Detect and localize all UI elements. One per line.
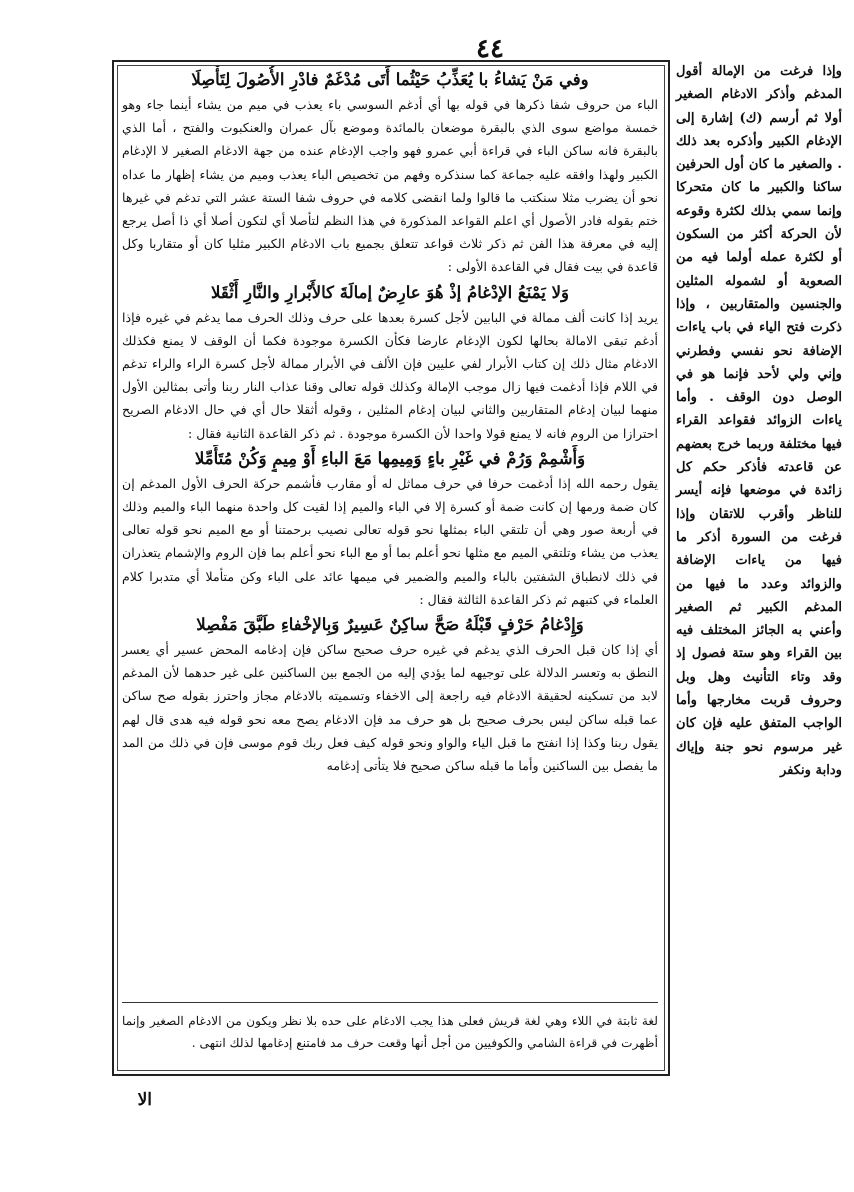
commentary-paragraph: أي إذا كان قبل الحرف الذي يدغم في غيره حرف صحيح ساكن فإن إدغامه المحض عسير أي يعسر النطق به وتعسر الدلالة على توجيهه لما يؤدي إليه من الجمع بين الساكنين على غير حدهما لأن المدغم لابد من تسكينه لحقيقة الادغام فيه راجعة إلى الاخفاء وتسميته بالادغام مجاز واحترز بقوله صح ساكن عما قبله ساكن ليس بحرف صحيح بل هو حرف مد فإن الادغام يصح معه نحو قوله فيه هدى قال لهم يقول ربنا وكذا إذا انفتح ما قبل الياء والواو ونحو قوله كيف فعل ربك قوم موسى فإن في ذلك من المد ما يفصل بين الساكنين وأما ما قبله ساكن صحيح فلا يتأتى إدغامه [122, 642, 658, 774]
verse-line: وَإِدْغامُ حَرْفٍ قَبْلَهُ صَحَّ ساكِنٌ عَسِيرٌ وَبِالإخْفاءِ طَبَّقَ مَفْصِلا [196, 615, 584, 635]
verse-line: وَلا يَمْنَعُ الإدْغامُ إذْ هُوَ عارِضٌ إمالَةَ كالأَبْرارِ والنَّارِ أَثْقَلا [211, 282, 569, 302]
footnote: لغة ثابتة في اللاء وهي لغة قريش فعلى هذا يجب الادغام على حده بلا نظر ويكون من الادغام الصغير وإنما أظهرت في قراءة الشامي والكوفيين من أجل أنها وقعت حرف مد فامتنع إدغامها لذلك انتهى . [122, 1014, 658, 1050]
commentary-paragraph: يريد إذا كانت ألف ممالة في البابين لأجل كسرة بعدها على حرف وذلك الحرف مما يدغم في غيره فإذا أدغم تبقى الامالة بحالها لكون الإدغام عارضا فكأن الكسرة موجودة فكما أن الوقف لا يمنع فكذلك الادغام مثال ذلك إن كتاب الأبرار لفي عليين فإن الألف في الأبرار ممالة لأجل كسرة الراء والراء تدغم في اللام فإذا أدغمت فيها زال موجب الإمالة وكذلك قوله تعالى وقنا عذاب النار ربنا وأتى بمثالين الأول منهما لبيان إدغام المتقاربين والثاني لبيان إدغام المثلين ، وقوله أثقلا حال أي في حال الادغام الصريح احترازا من الروم فانه لا يمنع قولا واحدا لأن الكسرة موجودة . ثم ذكر القاعدة الثانية فقال : [122, 309, 658, 441]
verse-line: وفي مَنْ يَشاءُ با يُعَذِّبُ حَيْثُما أَتَى مُدْغَمٌ فادْرِ الأُصُولَ لِتَأْصِلَا [191, 70, 589, 89]
page-number: ٤٤ [476, 34, 504, 64]
verse-line: وَأَشْمِمْ وَرُمْ في غَيْرِ باءٍ وَمِيمِها مَعَ الباءِ أَوْ مِيمٍ وَكُنْ مُتَأَمِّلا [194, 448, 586, 468]
footnote-separator [122, 1002, 658, 1003]
margin-commentary: وإذا فرغت من الإمالة أقول المدغم وأذكر الادغام الصغير أولا ثم أرسم (ك) إشارة إلى الإدغام الكبير وأذكره بعد ذلك . والصغير ما كان أول الحرفين ساكنا والكبير ما كان متحركا وإنما سمي بذلك لكثرة وقوعه لأن الحركة أكثر من السكون أو لكثرة عمله أولما فيه من الصعوبة أو لشموله المثلين والجنسين والمتقاربين ، وإذا ذكرت فتح الياء في باب ياءات الإضافة نحو نفسي وفطرني وإني ولي لأحد فإنما هو في الوصل دون الوقف . وأما ياءات الزوائد فقواعد القراء فيها مختلفة وربما خرج بعضهم عن قاعدته فأذكر حكم كل زائدة في موضعها فإنه أيسر للناظر وأقرب للاتقان وإذا فرغت من السورة أذكر ما فيها من ياءات الإضافة والزوائد وعدد ما فيها من المدغم الكبير ثم الصغير وأعني به الجائز المختلف فيه بين القراء وهو ستة فصول إذ وقد وتاء التأنيث وهل وبل وحروف قربت مخارجها وأما الواجب المتفق عليه فإن كان غير مرسوم نحو جنة وإياك ودابة ونكفر [676, 64, 842, 778]
commentary-paragraph: الباء من حروف شفا ذكرها في قوله بها أي أدغم السوسي باء يعذب في ميم من يشاء أينما جاء وهو خمسة مواضع سوى الذي بالبقرة موضعان بالمائدة وموضع بآل عمران والعنكبوت والفتح ، أما الذي بالبقرة فانه ساكن الباء في قراءة أبي عمرو فهو واجب الإدغام عنده من جهة الادغام الصغير لا الإدغام الكبير ولهذا وافقه عليه جماعة كما سنذكره وفهم من تخصيص الباء يعذب وميم من يشاء إظهار ما عداه نحو أن يضرب مثلا سنكتب ما قالوا ولما انقضى كلامه في حروف شفا الستة عشر التي تدغم في غيرها ختم بقوله فادر الأصول أي اعلم القواعد المذكورة في هذا النظم لتأصلا أي لتكون أصلا أي ذا أصل يرجع إليه في معرفة هذا الفن ثم ذكر ثلاث قواعد تتعلق بجميع باب الادغام الكبير مثليا كان أو متقاربا وكل قاعدة في بيت فقال في القاعدة الأولى : [122, 97, 658, 275]
main-text-block [122, 66, 658, 777]
catchword: الا [137, 1090, 152, 1110]
commentary-paragraph: يقول رحمه الله إذا أدغمت حرفا في حرف مماثل له أو مقارب فأشمم حركة الحرف الأول المدغم إن كان ضمة ورمها إن كانت ضمة أو كسرة إلا في الباء والميم إذا لقيت كل واحدة منهما الباء والميم وذلك في أربعة صور وهي أن تلتقي الباء بمثلها نحو قوله تعالى نصيب برحمتنا أو مع الميم نحو قوله تعالى يعذب من يشاء وتلتقي الميم مع مثلها نحو أعلم بما أو مع الباء نحو أعلم بما فإن الروم والإشمام يتعذران في ذلك لانطباق الشفتين بالباء والميم والضمير في ميمها عائد على الباء وكن متأملا أي متدبرا كلام العلماء في كتبهم ثم ذكر القاعدة الثالثة فقال : [122, 475, 658, 607]
